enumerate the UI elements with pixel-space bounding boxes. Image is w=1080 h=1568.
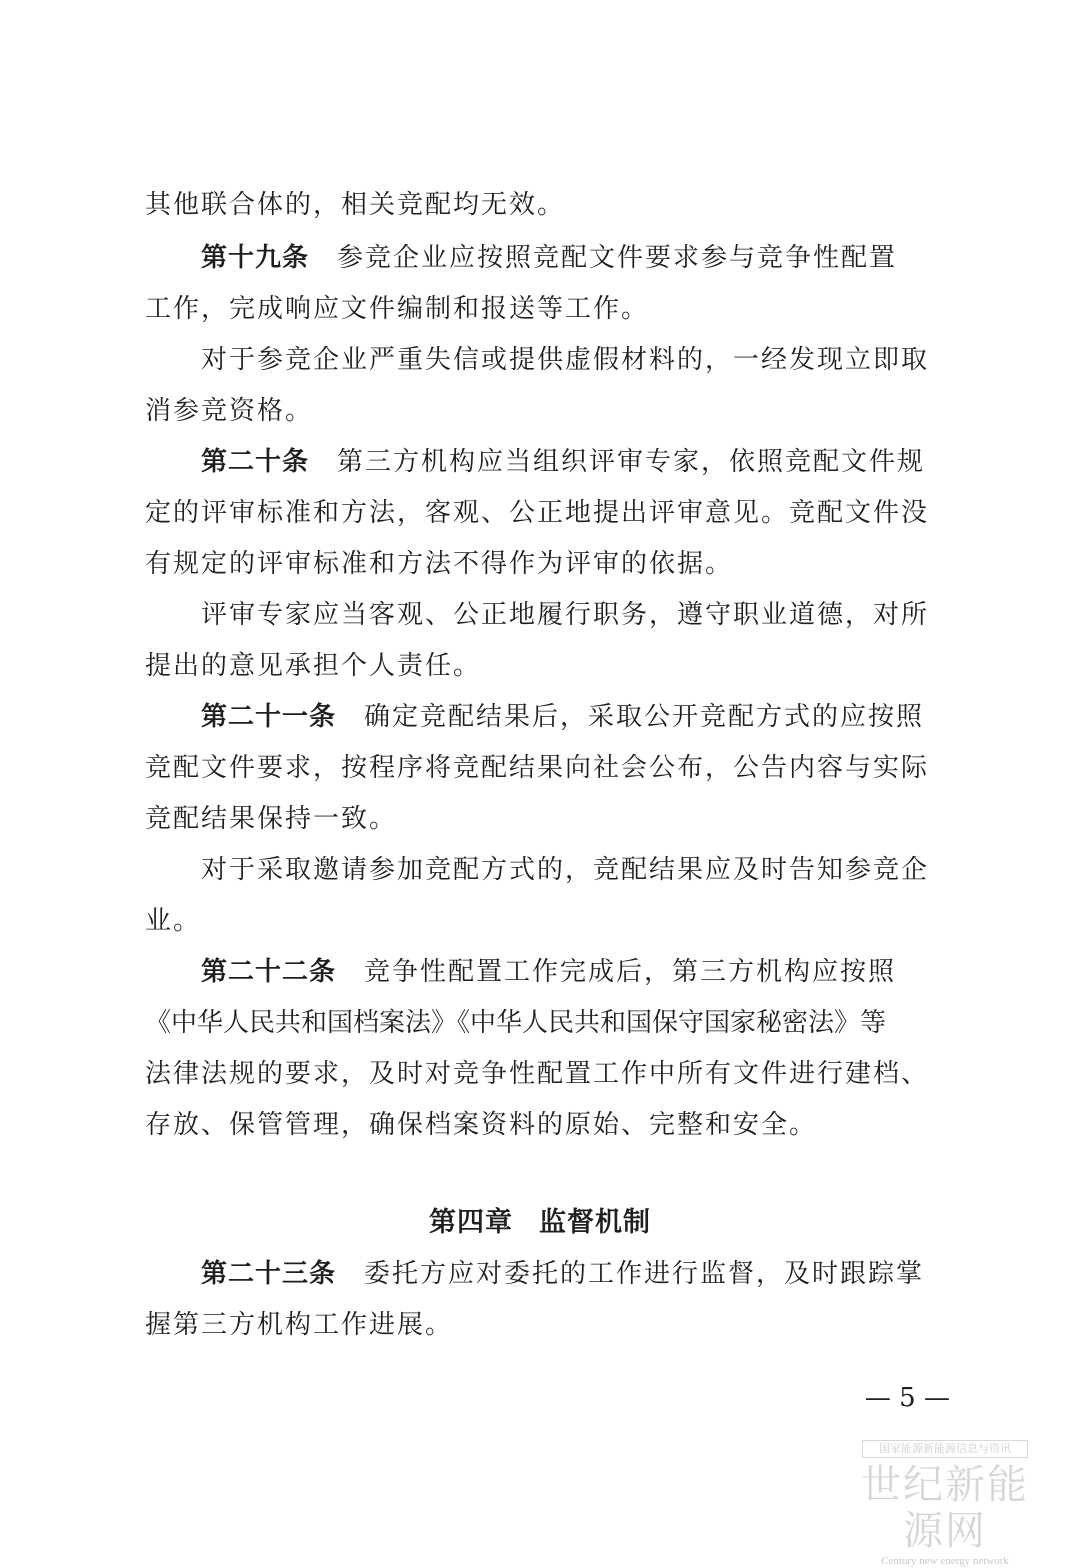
article-21-heading: 第二十一条: [201, 702, 337, 732]
chapter-number: 第四章: [429, 1207, 513, 1238]
article-22-first-line: [201, 954, 1001, 990]
text-line: 其他联合体的，相关竞配均无效。: [145, 190, 566, 220]
text-line: 握第三方机构工作进展。: [145, 1310, 454, 1340]
watermark-top-text: 国家能源新能源信息与资讯: [862, 1440, 1028, 1458]
chapter-title: 监督机制: [539, 1207, 651, 1238]
article-22-heading: 第二十二条: [201, 957, 337, 987]
text-line: 对于参竞企业严重失信或提供虚假材料的，一经发现立即取: [201, 345, 930, 375]
text-line: 参竞企业应按照竞配文件要求参与竞争性配置: [337, 243, 898, 273]
watermark-english-text: Century new energy network: [881, 1555, 1009, 1567]
text-line: 委托方应对委托的工作进行监督，及时跟踪掌: [364, 1259, 925, 1289]
article-23-first-line: [201, 1256, 1001, 1292]
text-line: 竞争性配置工作完成后，第三方机构应按照: [364, 957, 897, 987]
text-line: 竞配文件要求，按程序将竞配结果向社会公布，公告内容与实际: [145, 753, 930, 783]
article-19-first-line: [201, 240, 1001, 276]
text-line: 消参竞资格。: [145, 396, 314, 426]
text-line: 定的评审标准和方法，客观、公正地提出评审意见。竞配文件没: [145, 498, 930, 528]
article-23-heading: 第二十三条: [201, 1259, 337, 1289]
article-20-heading: 第二十条: [201, 447, 310, 477]
watermark-main-text: 世纪新能源网: [861, 1462, 1029, 1554]
text-line: 工作，完成响应文件编制和报送等工作。: [145, 294, 650, 324]
watermark-logo: [850, 1440, 1040, 1568]
chapter-heading: [0, 1205, 1080, 1241]
text-line: 第三方机构应当组织评审专家，依照竞配文件规: [337, 447, 926, 477]
article-21-first-line: [201, 699, 1001, 735]
text-line: 法律法规的要求，及时对竞争性配置工作中所有文件进行建档、: [145, 1059, 930, 1089]
text-line: 存放、保管管理，确保档案资料的原始、完整和安全。: [145, 1110, 818, 1140]
text-line: 《中华人民共和国档案法》《中华人民共和国保守国家秘密法》等: [145, 1008, 887, 1038]
text-line: 业。: [145, 906, 202, 936]
text-line: 确定竞配结果后，采取公开竞配方式的应按照: [364, 702, 925, 732]
text-line: 提出的意见承担个人责任。: [145, 651, 482, 681]
article-19-heading: 第十九条: [201, 243, 310, 273]
text-line: 评审专家应当客观、公正地履行职务，遵守职业道德，对所: [201, 600, 930, 630]
page-number: — 5 —: [864, 1383, 950, 1413]
article-20-first-line: [201, 444, 1001, 480]
text-line: 有规定的评审标准和方法不得作为评审的依据。: [145, 549, 734, 579]
text-line: 对于采取邀请参加竞配方式的，竞配结果应及时告知参竞企: [201, 855, 930, 885]
text-line: 竞配结果保持一致。: [145, 804, 398, 834]
